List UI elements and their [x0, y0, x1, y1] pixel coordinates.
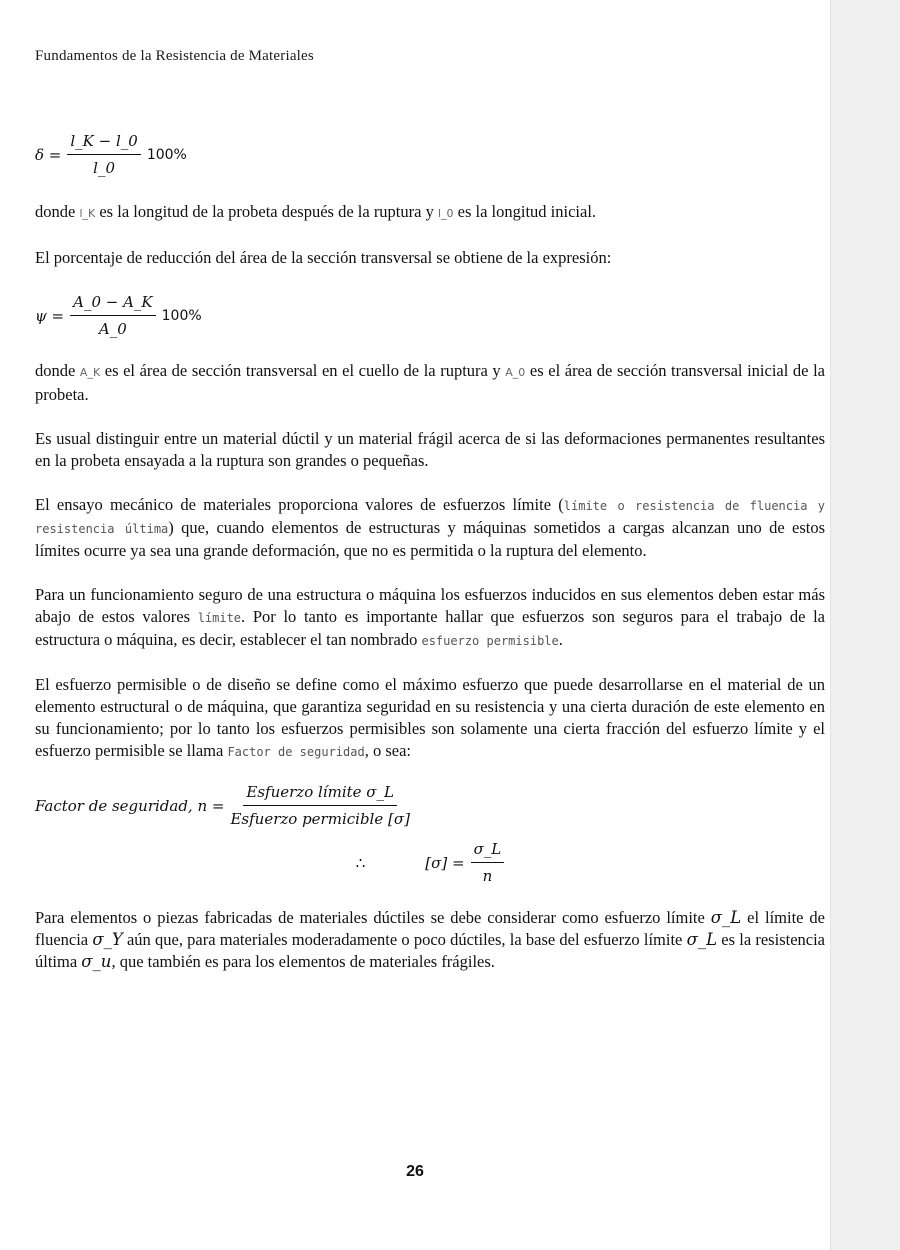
paragraph-funcionamiento [35, 584, 825, 652]
symbol-lk: l_K [79, 207, 96, 220]
text: es la longitud de la probeta después de la ruptura y [95, 202, 438, 221]
paragraph-ensayo [35, 494, 825, 562]
paragraph-reduccion: El porcentaje de reducción del área de la sección transversal se obtiene de la expresión: [35, 248, 612, 267]
symbol-ak: A_K [79, 366, 101, 379]
fraction [67, 130, 140, 179]
term-esfuerzo-permisible: esfuerzo permisible [421, 634, 559, 648]
page-number: 26 [406, 1163, 424, 1180]
formula-lhs: [σ] = [425, 853, 465, 872]
denominator: l_0 [93, 159, 116, 177]
text: , que también es para los elementos de materiales frágiles. [111, 952, 495, 971]
term-limite: límite [197, 611, 242, 625]
denominator: n [482, 867, 493, 885]
numerator: Esfuerzo límite σ_L [243, 781, 397, 806]
paragraph-esfuerzo-permisible [35, 674, 825, 763]
formula-lhs: ψ = [35, 306, 65, 325]
symbol-sigma-l: σ_L [686, 930, 718, 949]
formula-factor-seguridad [35, 781, 825, 830]
symbol-sigma-l: σ_L [710, 908, 742, 927]
text: es la longitud inicial. [453, 202, 597, 221]
symbol-a0: A_0 [505, 366, 526, 379]
fraction [230, 781, 409, 830]
fraction [471, 838, 505, 887]
numerator: σ_L [471, 838, 505, 863]
denominator: Esfuerzo permicible [σ] [230, 810, 410, 828]
paragraph-ductil-fragil: Es usual distinguir entre un material dúctil y un material frágil acerca de si las deformaciones permanentes resultantes en la probeta ensayada a la ruptura son grandes o pequeñas. [35, 429, 825, 470]
text: ) que, cuando elementos de estructuras y máquinas sometidos a cargas alcanzan uno de estos límites ocurre ya sea una grande deformación, que no es permitida o la ruptura del elemento. [35, 518, 826, 560]
text: Para elementos o piezas fabricadas de materiales dúctiles se debe considerar como esfuerzo límite [35, 908, 711, 927]
symbol-sigma-u: σ_u [81, 952, 112, 971]
term-limites: límite o resistencia de fluencia y resistencia última [35, 499, 826, 536]
numerator: A_0 − A_K [70, 291, 156, 316]
denominator: A_0 [98, 320, 127, 338]
formula-lhs: Factor de seguridad, n = [35, 796, 225, 815]
paragraph-area [35, 360, 825, 406]
text: Para un funcionamiento seguro de una estructura o máquina los esfuerzos inducidos en sus elementos deben estar más abajo de estos valores [35, 585, 825, 626]
page-content [35, 128, 825, 973]
formula-elongation [35, 130, 825, 179]
text: aún que, para materiales moderadamente o poco dúctiles, la base del esfuerzo límite [122, 930, 687, 949]
text: donde [35, 202, 80, 221]
text: es el área de sección transversal inicial de la probeta. [35, 361, 825, 404]
text: El ensayo mecánico de materiales proporciona valores de esfuerzos límite ( [35, 495, 564, 514]
factor: 100% [161, 307, 202, 324]
text: , o sea: [364, 741, 411, 760]
therefore-symbol: ∴ [355, 853, 366, 872]
text: donde [35, 361, 80, 380]
text: El esfuerzo permisible o de diseño se define como el máximo esfuerzo que puede desarrollarse en el material de un elemento estructural o de máquina, que garantiza seguridad en su resistencia y una cierta duración de este elemento en su funcionamiento; por lo tanto los esfuerzos permisibles son solamente una cierta fracción del esfuerzo límite y el esfuerzo permisible se llama [35, 675, 825, 760]
numerator: l_K − l_0 [67, 130, 140, 155]
text: . Por lo tanto es importante hallar que esfuerzos son seguros para el trabajo de la estructura o máquina, es decir, establecer el tan nombrado [35, 607, 826, 649]
term-factor-seguridad: Factor de seguridad [227, 745, 365, 759]
running-header: Fundamentos de la Resistencia de Materiales [35, 48, 314, 64]
formula-lhs: δ = [35, 145, 62, 164]
factor: 100% [146, 146, 187, 163]
symbol-sigma-y: σ_Y [92, 930, 123, 949]
side-panel [830, 0, 900, 1250]
symbol-l0: l_0 [437, 207, 454, 220]
text: es la resistencia última [35, 930, 825, 971]
fraction [70, 291, 156, 340]
formula-sigma-permisible [35, 838, 825, 887]
text: es el área de sección transversal en el cuello de la ruptura y [100, 361, 506, 380]
text: el límite de fluencia [35, 908, 825, 949]
text: . [558, 630, 563, 649]
paragraph-elementos-ductiles [35, 907, 825, 973]
paragraph-longitud [35, 201, 825, 225]
formula-reduction [35, 291, 825, 340]
